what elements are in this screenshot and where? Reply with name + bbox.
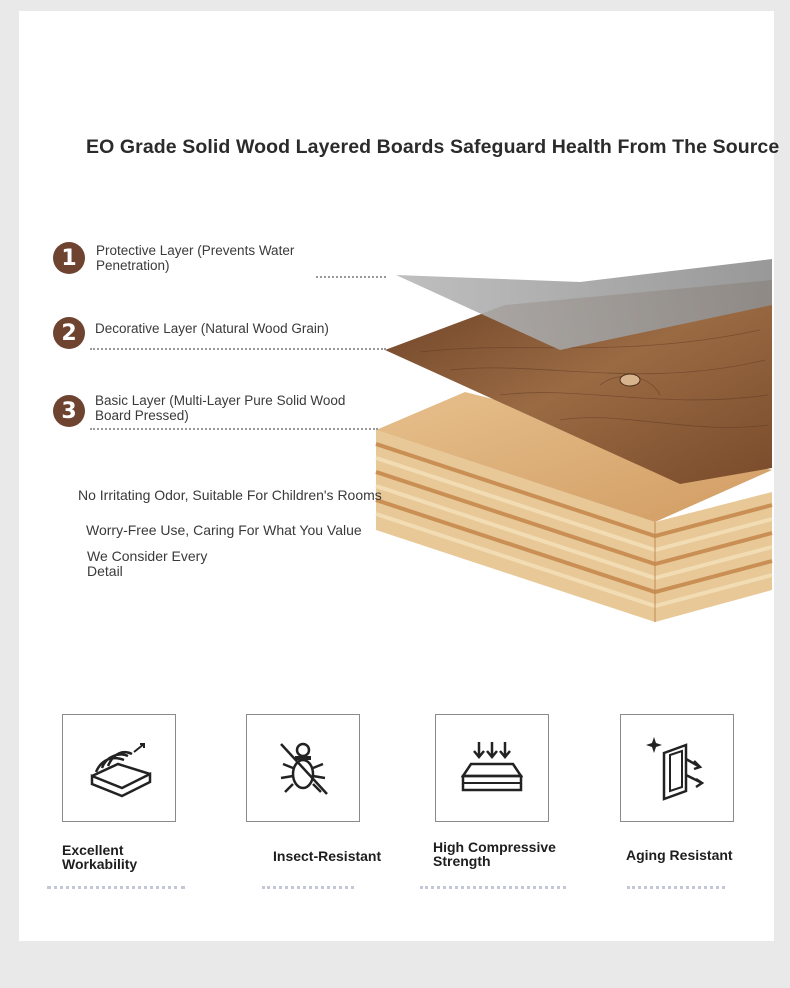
property-card-compressive	[435, 714, 549, 822]
plane-shaving-icon	[84, 738, 154, 798]
layer-3-badge: 3	[53, 395, 85, 427]
faint-caption-2	[262, 886, 354, 889]
feature-worry-free: Worry-Free Use, Caring For What You Value	[86, 522, 362, 538]
no-bug-icon	[273, 736, 333, 800]
property-label-compressive: High Compressive Strength	[433, 839, 556, 869]
sparkle-panel-icon	[644, 733, 710, 803]
page-title: EO Grade Solid Wood Layered Boards Safeguard Health From The Source	[86, 136, 780, 158]
layer-2-badge: 2	[53, 317, 85, 349]
property-card-insect	[246, 714, 360, 822]
layer-1-badge: 1	[53, 242, 85, 274]
layer-2-label: Decorative Layer (Natural Wood Grain)	[95, 321, 329, 336]
property-label-workability: Excellent Workability	[62, 842, 138, 872]
feature-detail: We Consider Every Detail	[87, 548, 208, 579]
layer-1-label: Protective Layer (Prevents Water Penetration)	[96, 243, 295, 273]
layer-2-leader	[90, 348, 386, 350]
layer-1-leader	[316, 276, 386, 278]
faint-caption-1	[47, 886, 185, 889]
pressure-arrows-icon	[457, 738, 527, 798]
layer-3-label: Basic Layer (Multi-Layer Pure Solid Wood Board Pressed)	[95, 393, 346, 423]
faint-caption-4	[627, 886, 725, 889]
faint-caption-3	[420, 886, 566, 889]
layer-3-leader	[90, 428, 378, 430]
property-card-workability	[62, 714, 176, 822]
feature-odor: No Irritating Odor, Suitable For Children's Rooms	[78, 487, 382, 503]
property-label-insect: Insect-Resistant	[273, 848, 382, 864]
property-label-aging: Aging Resistant	[626, 847, 733, 863]
property-card-aging	[620, 714, 734, 822]
